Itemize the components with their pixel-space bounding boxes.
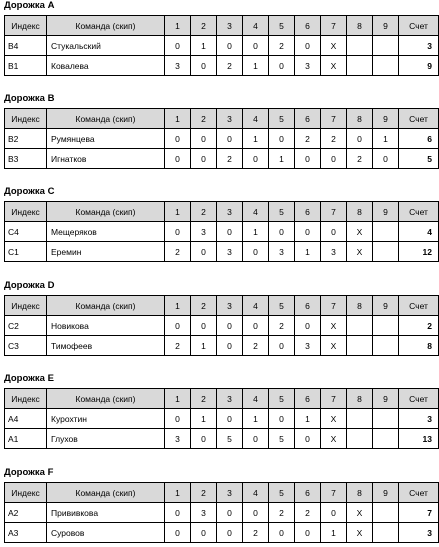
- team-index-cell: C4: [5, 222, 47, 242]
- team-name-cell: Новикова: [47, 316, 165, 336]
- end-score-cell: 0: [191, 149, 217, 169]
- team-index-cell: A1: [5, 429, 47, 449]
- header-end: 9: [373, 202, 399, 222]
- header-total: Счет: [399, 389, 439, 409]
- end-score-cell: [347, 336, 373, 356]
- end-score-cell: 0: [217, 222, 243, 242]
- header-index: Индекс: [5, 483, 47, 503]
- end-score-cell: 0: [165, 149, 191, 169]
- header-end: 2: [191, 202, 217, 222]
- end-score-cell: [373, 409, 399, 429]
- end-score-cell: 2: [165, 336, 191, 356]
- end-score-cell: 0: [165, 316, 191, 336]
- total-score-cell: 8: [399, 336, 439, 356]
- end-score-cell: X: [347, 503, 373, 523]
- header-end: 1: [165, 109, 191, 129]
- end-score-cell: 1: [373, 129, 399, 149]
- total-score-cell: 2: [399, 316, 439, 336]
- header-end: 3: [217, 202, 243, 222]
- end-score-cell: 0: [321, 503, 347, 523]
- end-score-cell: 0: [269, 222, 295, 242]
- team-name-cell: Ковалева: [47, 56, 165, 76]
- team-index-cell: C3: [5, 336, 47, 356]
- header-row: [5, 483, 439, 503]
- team-index-cell: B1: [5, 56, 47, 76]
- header-team: Команда (скип): [47, 202, 165, 222]
- end-score-cell: 0: [243, 503, 269, 523]
- end-score-cell: 3: [295, 56, 321, 76]
- header-end: 4: [243, 202, 269, 222]
- end-score-cell: 1: [191, 409, 217, 429]
- end-score-cell: 0: [165, 409, 191, 429]
- team-name-cell: Игнатков: [47, 149, 165, 169]
- end-score-cell: 0: [269, 56, 295, 76]
- header-end: 6: [295, 389, 321, 409]
- header-end: 7: [321, 109, 347, 129]
- header-end: 6: [295, 202, 321, 222]
- end-score-cell: 0: [269, 129, 295, 149]
- end-score-cell: X: [347, 242, 373, 262]
- end-score-cell: [347, 36, 373, 56]
- end-score-cell: 2: [321, 129, 347, 149]
- total-score-cell: 3: [399, 409, 439, 429]
- end-score-cell: X: [321, 36, 347, 56]
- total-score-cell: 7: [399, 503, 439, 523]
- lane-table: [4, 15, 439, 76]
- end-score-cell: 0: [295, 316, 321, 336]
- end-score-cell: [347, 56, 373, 76]
- end-score-cell: 0: [373, 149, 399, 169]
- table-row: [5, 316, 439, 336]
- end-score-cell: 1: [269, 149, 295, 169]
- table-row: [5, 56, 439, 76]
- header-total: Счет: [399, 109, 439, 129]
- total-score-cell: 5: [399, 149, 439, 169]
- end-score-cell: 0: [165, 222, 191, 242]
- end-score-cell: 3: [191, 222, 217, 242]
- end-score-cell: 0: [191, 56, 217, 76]
- total-score-cell: 12: [399, 242, 439, 262]
- header-end: 5: [269, 202, 295, 222]
- lane-title: Дорожка E: [4, 373, 54, 384]
- lane-title: Дорожка A: [4, 0, 55, 11]
- end-score-cell: [347, 429, 373, 449]
- total-score-cell: 6: [399, 129, 439, 149]
- end-score-cell: 1: [243, 56, 269, 76]
- header-end: 7: [321, 483, 347, 503]
- end-score-cell: 3: [165, 56, 191, 76]
- header-end: 3: [217, 483, 243, 503]
- header-end: 8: [347, 389, 373, 409]
- header-end: 3: [217, 16, 243, 36]
- table-row: [5, 149, 439, 169]
- team-name-cell: Стукальский: [47, 36, 165, 56]
- total-score-cell: 3: [399, 523, 439, 543]
- header-end: 7: [321, 296, 347, 316]
- end-score-cell: 0: [191, 429, 217, 449]
- header-index: Индекс: [5, 296, 47, 316]
- end-score-cell: 0: [217, 523, 243, 543]
- header-end: 3: [217, 109, 243, 129]
- end-score-cell: 0: [165, 129, 191, 149]
- total-score-cell: 13: [399, 429, 439, 449]
- team-name-cell: Прививкова: [47, 503, 165, 523]
- end-score-cell: 0: [269, 523, 295, 543]
- end-score-cell: 3: [295, 336, 321, 356]
- header-end: 7: [321, 16, 347, 36]
- end-score-cell: [347, 316, 373, 336]
- header-end: 8: [347, 483, 373, 503]
- end-score-cell: 0: [191, 242, 217, 262]
- header-end: 5: [269, 483, 295, 503]
- lane-table: [4, 388, 439, 449]
- header-end: 9: [373, 296, 399, 316]
- end-score-cell: 2: [217, 149, 243, 169]
- team-name-cell: Румянцева: [47, 129, 165, 149]
- header-end: 3: [217, 296, 243, 316]
- end-score-cell: 0: [347, 129, 373, 149]
- header-end: 6: [295, 296, 321, 316]
- end-score-cell: 1: [243, 129, 269, 149]
- end-score-cell: [347, 409, 373, 429]
- header-row: [5, 296, 439, 316]
- header-end: 5: [269, 16, 295, 36]
- header-index: Индекс: [5, 109, 47, 129]
- end-score-cell: 0: [243, 149, 269, 169]
- team-index-cell: C2: [5, 316, 47, 336]
- header-end: 8: [347, 109, 373, 129]
- end-score-cell: [373, 336, 399, 356]
- end-score-cell: 2: [269, 503, 295, 523]
- lane-table: [4, 108, 439, 169]
- header-end: 9: [373, 109, 399, 129]
- header-end: 6: [295, 483, 321, 503]
- header-end: 5: [269, 296, 295, 316]
- end-score-cell: 2: [347, 149, 373, 169]
- end-score-cell: 5: [269, 429, 295, 449]
- header-total: Счет: [399, 202, 439, 222]
- lane-title: Дорожка F: [4, 467, 54, 478]
- header-end: 4: [243, 483, 269, 503]
- end-score-cell: [373, 36, 399, 56]
- team-name-cell: Мещеряков: [47, 222, 165, 242]
- end-score-cell: 0: [243, 36, 269, 56]
- end-score-cell: 1: [191, 336, 217, 356]
- header-total: Счет: [399, 296, 439, 316]
- end-score-cell: 0: [295, 36, 321, 56]
- header-team: Команда (скип): [47, 109, 165, 129]
- end-score-cell: 0: [191, 129, 217, 149]
- lane-title: Дорожка D: [4, 280, 55, 291]
- header-end: 9: [373, 483, 399, 503]
- end-score-cell: 1: [243, 222, 269, 242]
- header-end: 2: [191, 296, 217, 316]
- end-score-cell: 0: [243, 316, 269, 336]
- end-score-cell: X: [321, 56, 347, 76]
- lane-title: Дорожка C: [4, 186, 55, 197]
- lane-table: [4, 201, 439, 262]
- header-total: Счет: [399, 16, 439, 36]
- end-score-cell: 3: [165, 429, 191, 449]
- end-score-cell: 0: [165, 503, 191, 523]
- table-row: [5, 129, 439, 149]
- lane-table: [4, 482, 439, 543]
- header-end: 4: [243, 389, 269, 409]
- header-end: 7: [321, 389, 347, 409]
- header-end: 2: [191, 483, 217, 503]
- header-end: 2: [191, 389, 217, 409]
- header-end: 9: [373, 389, 399, 409]
- end-score-cell: 5: [217, 429, 243, 449]
- end-score-cell: 0: [295, 429, 321, 449]
- team-index-cell: B3: [5, 149, 47, 169]
- header-team: Команда (скип): [47, 296, 165, 316]
- table-row: [5, 503, 439, 523]
- header-team: Команда (скип): [47, 389, 165, 409]
- end-score-cell: 0: [217, 36, 243, 56]
- end-score-cell: 2: [295, 129, 321, 149]
- header-end: 6: [295, 16, 321, 36]
- header-end: 1: [165, 296, 191, 316]
- header-end: 2: [191, 109, 217, 129]
- total-score-cell: 4: [399, 222, 439, 242]
- end-score-cell: 2: [243, 336, 269, 356]
- table-row: [5, 336, 439, 356]
- end-score-cell: 0: [269, 336, 295, 356]
- team-name-cell: Курохтин: [47, 409, 165, 429]
- end-score-cell: 1: [295, 409, 321, 429]
- table-row: [5, 242, 439, 262]
- header-end: 1: [165, 202, 191, 222]
- header-end: 6: [295, 109, 321, 129]
- header-row: [5, 202, 439, 222]
- end-score-cell: [373, 503, 399, 523]
- end-score-cell: 0: [295, 149, 321, 169]
- end-score-cell: X: [321, 316, 347, 336]
- header-end: 8: [347, 202, 373, 222]
- header-total: Счет: [399, 483, 439, 503]
- table-row: [5, 222, 439, 242]
- team-index-cell: A2: [5, 503, 47, 523]
- end-score-cell: [373, 242, 399, 262]
- end-score-cell: 1: [295, 242, 321, 262]
- end-score-cell: [373, 429, 399, 449]
- end-score-cell: 2: [165, 242, 191, 262]
- end-score-cell: X: [321, 336, 347, 356]
- end-score-cell: [373, 222, 399, 242]
- end-score-cell: X: [321, 409, 347, 429]
- team-name-cell: Суровов: [47, 523, 165, 543]
- end-score-cell: 2: [295, 503, 321, 523]
- table-row: [5, 36, 439, 56]
- team-index-cell: B4: [5, 36, 47, 56]
- end-score-cell: 0: [217, 336, 243, 356]
- table-row: [5, 409, 439, 429]
- end-score-cell: [373, 316, 399, 336]
- header-end: 4: [243, 16, 269, 36]
- end-score-cell: 0: [269, 409, 295, 429]
- header-index: Индекс: [5, 16, 47, 36]
- end-score-cell: 0: [243, 242, 269, 262]
- end-score-cell: [373, 523, 399, 543]
- team-index-cell: A4: [5, 409, 47, 429]
- end-score-cell: 0: [321, 222, 347, 242]
- table-row: [5, 523, 439, 543]
- total-score-cell: 9: [399, 56, 439, 76]
- end-score-cell: 0: [165, 36, 191, 56]
- end-score-cell: 1: [321, 523, 347, 543]
- end-score-cell: 0: [295, 523, 321, 543]
- team-name-cell: Тимофеев: [47, 336, 165, 356]
- end-score-cell: 0: [217, 503, 243, 523]
- team-name-cell: Глухов: [47, 429, 165, 449]
- end-score-cell: 2: [269, 316, 295, 336]
- header-index: Индекс: [5, 202, 47, 222]
- end-score-cell: 0: [217, 409, 243, 429]
- end-score-cell: 3: [217, 242, 243, 262]
- team-index-cell: B2: [5, 129, 47, 149]
- lane-title: Дорожка B: [4, 93, 55, 104]
- table-row: [5, 429, 439, 449]
- header-end: 1: [165, 483, 191, 503]
- end-score-cell: 0: [295, 222, 321, 242]
- header-index: Индекс: [5, 389, 47, 409]
- header-end: 3: [217, 389, 243, 409]
- header-end: 7: [321, 202, 347, 222]
- end-score-cell: 0: [165, 523, 191, 543]
- header-row: [5, 389, 439, 409]
- header-end: 2: [191, 16, 217, 36]
- end-score-cell: [373, 56, 399, 76]
- header-row: [5, 109, 439, 129]
- team-index-cell: C1: [5, 242, 47, 262]
- end-score-cell: 0: [191, 523, 217, 543]
- end-score-cell: 0: [243, 429, 269, 449]
- end-score-cell: 3: [191, 503, 217, 523]
- header-end: 8: [347, 16, 373, 36]
- end-score-cell: 0: [321, 149, 347, 169]
- end-score-cell: 1: [243, 409, 269, 429]
- end-score-cell: 3: [321, 242, 347, 262]
- header-end: 4: [243, 296, 269, 316]
- team-index-cell: A3: [5, 523, 47, 543]
- end-score-cell: 3: [269, 242, 295, 262]
- end-score-cell: 2: [217, 56, 243, 76]
- header-team: Команда (скип): [47, 16, 165, 36]
- header-end: 8: [347, 296, 373, 316]
- header-end: 9: [373, 16, 399, 36]
- header-end: 1: [165, 389, 191, 409]
- header-row: [5, 16, 439, 36]
- team-name-cell: Еремин: [47, 242, 165, 262]
- total-score-cell: 3: [399, 36, 439, 56]
- header-end: 5: [269, 389, 295, 409]
- end-score-cell: X: [347, 222, 373, 242]
- header-team: Команда (скип): [47, 483, 165, 503]
- end-score-cell: X: [347, 523, 373, 543]
- end-score-cell: 0: [191, 316, 217, 336]
- header-end: 4: [243, 109, 269, 129]
- end-score-cell: 0: [217, 316, 243, 336]
- end-score-cell: X: [321, 429, 347, 449]
- lane-table: [4, 295, 439, 356]
- end-score-cell: 0: [217, 129, 243, 149]
- header-end: 5: [269, 109, 295, 129]
- end-score-cell: 2: [243, 523, 269, 543]
- end-score-cell: 2: [269, 36, 295, 56]
- end-score-cell: 1: [191, 36, 217, 56]
- header-end: 1: [165, 16, 191, 36]
